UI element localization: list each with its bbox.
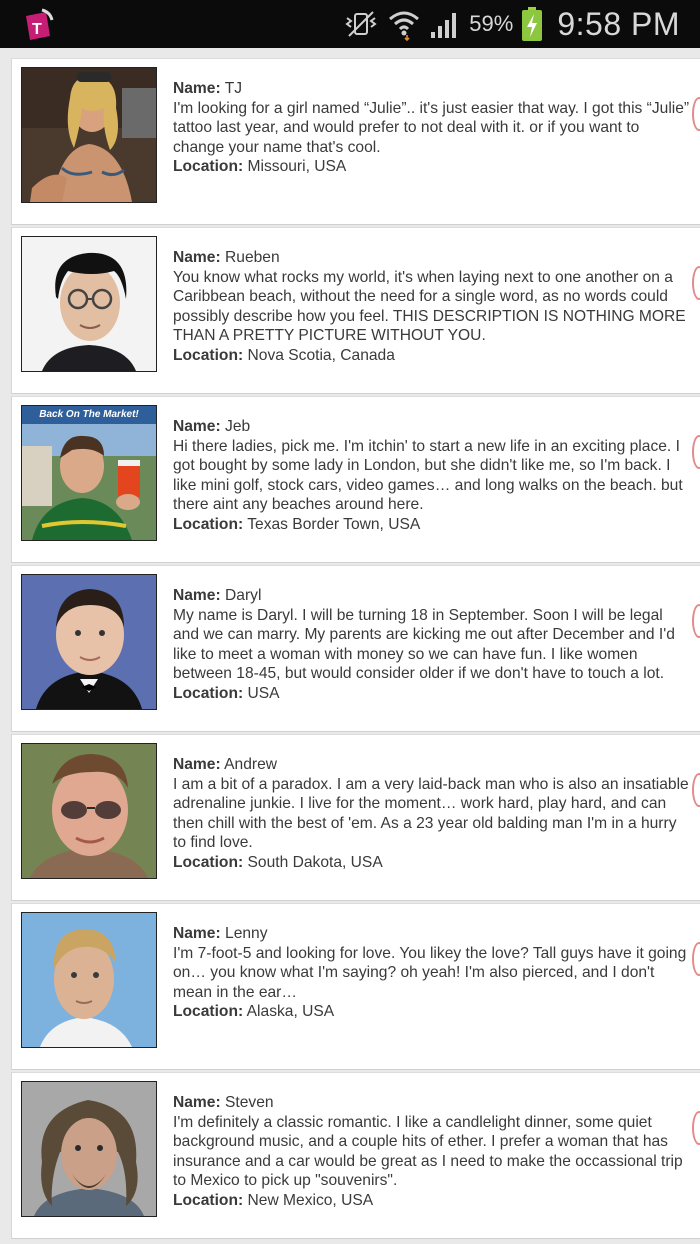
profile-photo[interactable]	[21, 912, 157, 1048]
profile-text	[173, 755, 693, 873]
profile-text	[173, 248, 693, 366]
profile-text	[173, 417, 693, 535]
profile-description: You know what rocks my world, it's when laying next to one another on a Caribbean beach, without the need for a single word, as no words could possibly describe how you feel. THIS DESCRIPTION IS NOTHING MORE THAN A PRETTY PICTURE WITHOUT YOU.	[173, 268, 686, 345]
profile-list[interactable]	[11, 58, 700, 1241]
profile-card-tj[interactable]	[11, 58, 700, 225]
edge-heart-icon[interactable]	[692, 942, 700, 976]
name-label: Name:	[173, 249, 221, 266]
status-icons	[343, 0, 680, 48]
edge-heart-icon[interactable]	[692, 435, 700, 469]
profile-location: South Dakota, USA	[247, 853, 383, 871]
profile-location: Missouri, USA	[247, 158, 347, 176]
profile-name: Rueben	[225, 249, 280, 266]
profile-name: Steven	[225, 1094, 274, 1111]
profile-card-steven[interactable]	[11, 1072, 700, 1239]
location-label: Location:	[173, 515, 244, 533]
edge-heart-icon[interactable]	[692, 773, 700, 807]
name-label: Name:	[173, 587, 221, 604]
profile-card-jeb[interactable]	[11, 396, 700, 563]
edge-heart-icon[interactable]	[692, 266, 700, 300]
location-label: Location:	[173, 684, 244, 702]
profile-location: Alaska, USA	[246, 1003, 335, 1021]
profile-photo[interactable]	[21, 574, 157, 710]
clock: 9:58 PM	[557, 5, 680, 42]
profile-text	[173, 79, 693, 177]
profile-name: Daryl	[225, 587, 262, 604]
profile-name: TJ	[224, 80, 243, 97]
profile-location: USA	[247, 684, 280, 702]
profile-card-rueben[interactable]	[11, 227, 700, 394]
profile-text	[173, 586, 693, 704]
signal-icon	[429, 8, 461, 40]
location-label: Location:	[173, 346, 244, 364]
location-label: Location:	[173, 1191, 244, 1209]
profile-location: Texas Border Town, USA	[247, 515, 421, 533]
name-label: Name:	[173, 80, 221, 97]
profile-description: I'm looking for a girl named “Julie”.. it's just easier that way. I got this “Julie” tattoo last year, and would prefer to not deal with it. or if you want to change your name that's cool.	[173, 99, 690, 156]
profile-location: New Mexico, USA	[247, 1191, 374, 1209]
name-label: Name:	[173, 418, 221, 435]
edge-heart-icon[interactable]	[692, 604, 700, 638]
edge-heart-icon[interactable]	[692, 1111, 700, 1145]
profile-photo[interactable]	[21, 236, 157, 372]
profile-text	[173, 924, 693, 1022]
profile-description: I'm definitely a classic romantic. I like a candlelight dinner, some quiet background music, and a couple hits of ether. I prefer a woman that has insurance and a car would be great as I need to make the occassional trip to Mexico to pick up "souvenirs".	[173, 1113, 683, 1190]
t-mobile-icon	[20, 6, 56, 42]
location-label: Location:	[173, 1003, 244, 1021]
profile-photo[interactable]	[21, 405, 157, 541]
profile-description: Hi there ladies, pick me. I'm itchin' to start a new life in an exciting place. I got bought by some lady in London, but she didn't like me, so I'm back. I like mini golf, stock cars, video games… and long walks on the beach. but there aint any beaches around here.	[173, 437, 683, 514]
svg-text:T: T	[32, 21, 42, 38]
profile-name: Andrew	[224, 756, 278, 773]
profile-card-lenny[interactable]	[11, 903, 700, 1070]
status-bar	[0, 0, 700, 48]
battery-percent: 59%	[469, 11, 514, 36]
profile-name: Lenny	[225, 925, 268, 942]
profile-description: I am a bit of a paradox. I am a very laid-back man who is also an insatiable adrenaline junkie. I live for the moment… work hard, play hard, and can then chill with the best of 'em. As a 23 year old balding man I'm in a hurry to find love.	[173, 775, 689, 852]
profile-description: My name is Daryl. I will be turning 18 in September. Soon I will be legal and we can marry. My parents are kicking me out after December and I'd like to meet a woman with money so we can have fun. I like women between 18-45, but would consider older if we don't have to touch a lot.	[173, 606, 675, 683]
name-label: Name:	[173, 1094, 221, 1111]
profile-description: I'm 7-foot-5 and looking for love. You likey the love? Tall guys have it going on… you know what I'm saying? oh yeah! I'm also pierced, and I don't mean in the ear…	[173, 944, 687, 1001]
battery-charging-icon	[521, 6, 543, 42]
profile-name: Jeb	[225, 418, 251, 435]
wifi-icon	[387, 7, 421, 41]
profile-photo[interactable]	[21, 743, 157, 879]
location-label: Location:	[173, 853, 244, 871]
vibrate-off-icon	[343, 10, 379, 38]
profile-photo[interactable]	[21, 1081, 157, 1217]
profile-location: Nova Scotia, Canada	[247, 346, 395, 364]
profile-card-daryl[interactable]	[11, 565, 700, 732]
edge-heart-icon[interactable]	[692, 97, 700, 131]
location-label: Location:	[173, 158, 244, 176]
profile-photo[interactable]	[21, 67, 157, 203]
photo-banner: Back On The Market!	[22, 406, 156, 424]
profile-text	[173, 1093, 693, 1211]
profile-card-andrew[interactable]	[11, 734, 700, 901]
name-label: Name:	[173, 756, 221, 773]
name-label: Name:	[173, 925, 221, 942]
